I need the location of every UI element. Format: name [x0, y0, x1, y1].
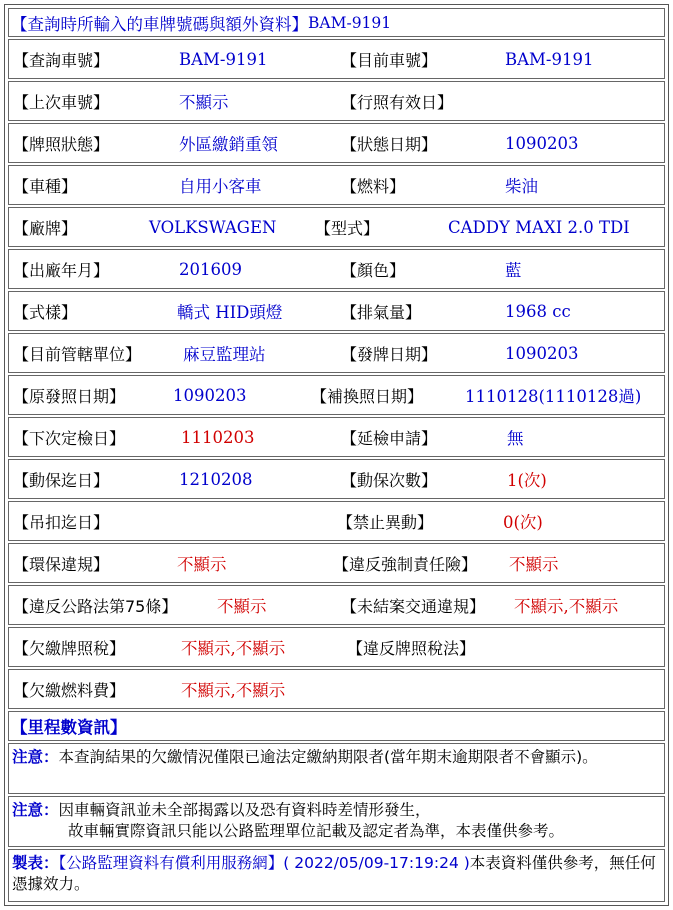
note-disclaimer-line1: 因車輛資訊並未全部揭露以及恐有資料時差情形發生，: [58, 801, 431, 819]
value-next-inspection: 1110203: [181, 427, 255, 447]
header-title-text: 【查詢時所輸入的車牌號碼與額外資料】: [11, 14, 308, 34]
label-jurisdiction: 【目前管轄單位】: [13, 344, 142, 364]
value-previous-plate: 不顯示: [179, 93, 229, 112]
label-previous-plate: 【上次車號】: [13, 92, 110, 112]
value-unpaid-license-tax: 不顯示,不顯示: [181, 639, 286, 658]
value-environmental-violation: 不顯示: [177, 555, 227, 574]
label-brand: 【廠牌】: [13, 218, 78, 238]
value-vehicle-type: 自用小客車: [179, 177, 262, 196]
value-current-plate: BAM-9191: [505, 49, 594, 69]
row-unpaid-fuel-fee: [8, 669, 665, 709]
value-color: 藍: [505, 261, 522, 280]
label-displacement: 【排氣量】: [341, 302, 422, 322]
label-environmental-violation: 【環保違規】: [13, 554, 110, 574]
note-disclaimer-line2: 故車輛實際資訊只能以公路監理單位記載及認定者為準，本表僅供參考。: [68, 822, 565, 840]
row-query-plate: [8, 39, 665, 79]
label-insurance-violation: 【違反強制責任險】: [333, 554, 478, 574]
label-color: 【顏色】: [341, 260, 406, 280]
note-arrears-head: 注意：: [12, 748, 59, 766]
value-model: CADDY MAXI 2.0 TDI: [448, 217, 630, 237]
label-license-tax-violation: 【違反牌照稅法】: [347, 638, 476, 658]
row-manufacture-date: [8, 249, 665, 289]
row-original-license-date: [8, 375, 665, 415]
footer-timestamp: ( 2022/05/09-17:19:24 ): [283, 854, 470, 872]
label-current-plate: 【目前車號】: [341, 50, 438, 70]
value-highway-law-violation: 不顯示: [217, 597, 267, 616]
mileage-row: [8, 711, 665, 741]
row-plate-status: [8, 123, 665, 163]
label-issue-date: 【發牌日期】: [341, 344, 438, 364]
value-jurisdiction: 麻豆監理站: [183, 345, 266, 364]
row-vehicle-type: [8, 165, 665, 205]
note-arrears: [8, 743, 665, 794]
value-unpaid-fuel-fee: 不顯示,不顯示: [181, 681, 286, 700]
value-fuel: 柴油: [505, 177, 538, 196]
value-reissue-date: 1110128(1110128過): [465, 387, 642, 406]
value-displacement: 1968 cc: [505, 301, 571, 321]
value-brand: VOLKSWAGEN: [149, 217, 277, 237]
label-lien-end-date: 【動保迄日】: [13, 470, 110, 490]
row-lien-end-date: [8, 459, 665, 499]
note-disclaimer: [8, 796, 665, 847]
row-environmental-violation: [8, 543, 665, 583]
label-model: 【型式】: [315, 218, 380, 238]
footer-note: [8, 849, 665, 902]
value-issue-date: 1090203: [505, 343, 579, 363]
row-previous-plate: [8, 81, 665, 121]
value-pending-traffic-violation: 不顯示,不顯示: [514, 597, 619, 616]
label-unpaid-license-tax: 【欠繳牌照稅】: [13, 638, 126, 658]
label-body-style: 【式樣】: [13, 302, 78, 322]
label-suspension-end-date: 【吊扣迄日】: [13, 512, 110, 532]
header-title: [11, 9, 391, 36]
value-plate-status: 外區繳銷重領: [179, 135, 278, 154]
footer-service: 【公路監理資料有償利用服務網】: [58, 854, 284, 872]
value-original-license-date: 1090203: [173, 385, 247, 405]
value-lien-count: 1(次): [507, 471, 547, 490]
label-lien-count: 【動保次數】: [341, 470, 438, 490]
row-next-inspection: [8, 417, 665, 457]
row-unpaid-license-tax: [8, 627, 665, 667]
label-reissue-date: 【補換照日期】: [311, 386, 424, 406]
label-pending-traffic-violation: 【未結案交通違規】: [341, 596, 486, 616]
label-license-valid-date: 【行照有效日】: [341, 92, 454, 112]
value-query-plate: BAM-9191: [179, 49, 268, 69]
label-plate-status: 【牌照狀態】: [13, 134, 110, 154]
row-suspension-end-date: [8, 501, 665, 541]
row-body-style: [8, 291, 665, 331]
label-highway-law-violation: 【違反公路法第75條】: [13, 596, 178, 616]
label-manufacture-date: 【出廠年月】: [13, 260, 110, 280]
label-next-inspection: 【下次定檢日】: [13, 428, 126, 448]
value-lien-end-date: 1210208: [179, 469, 253, 489]
row-brand: [8, 207, 665, 247]
footer-head: 製表：: [12, 854, 59, 872]
value-insurance-violation: 不顯示: [509, 555, 559, 574]
mileage-title: 【里程數資訊】: [11, 718, 127, 737]
label-vehicle-type: 【車種】: [13, 176, 78, 196]
label-inspection-extension: 【延檢申請】: [341, 428, 438, 448]
note-disclaimer-head: 注意：: [12, 801, 59, 819]
label-query-plate: 【查詢車號】: [13, 50, 110, 70]
header-plate: BAM-9191: [308, 13, 392, 32]
footer-text: 本表資料僅供參考，無任何憑據效力。: [12, 854, 656, 893]
label-transfer-prohibited: 【禁止異動】: [337, 512, 434, 532]
value-status-date: 1090203: [505, 133, 579, 153]
label-fuel: 【燃料】: [341, 176, 406, 196]
header-row: [8, 8, 665, 37]
label-original-license-date: 【原發照日期】: [13, 386, 126, 406]
label-status-date: 【狀態日期】: [341, 134, 438, 154]
value-body-style: 轎式 HID頭燈: [177, 303, 283, 322]
label-unpaid-fuel-fee: 【欠繳燃料費】: [13, 680, 126, 700]
value-inspection-extension: 無: [507, 429, 524, 448]
note-arrears-text: 本查詢結果的欠繳情況僅限已逾法定繳納期限者(當年期末逾期限者不會顯示)。: [58, 748, 598, 766]
row-jurisdiction: [8, 333, 665, 373]
row-highway-law-violation: [8, 585, 665, 625]
value-transfer-prohibited: 0(次): [503, 513, 543, 532]
value-manufacture-date: 201609: [179, 259, 242, 279]
